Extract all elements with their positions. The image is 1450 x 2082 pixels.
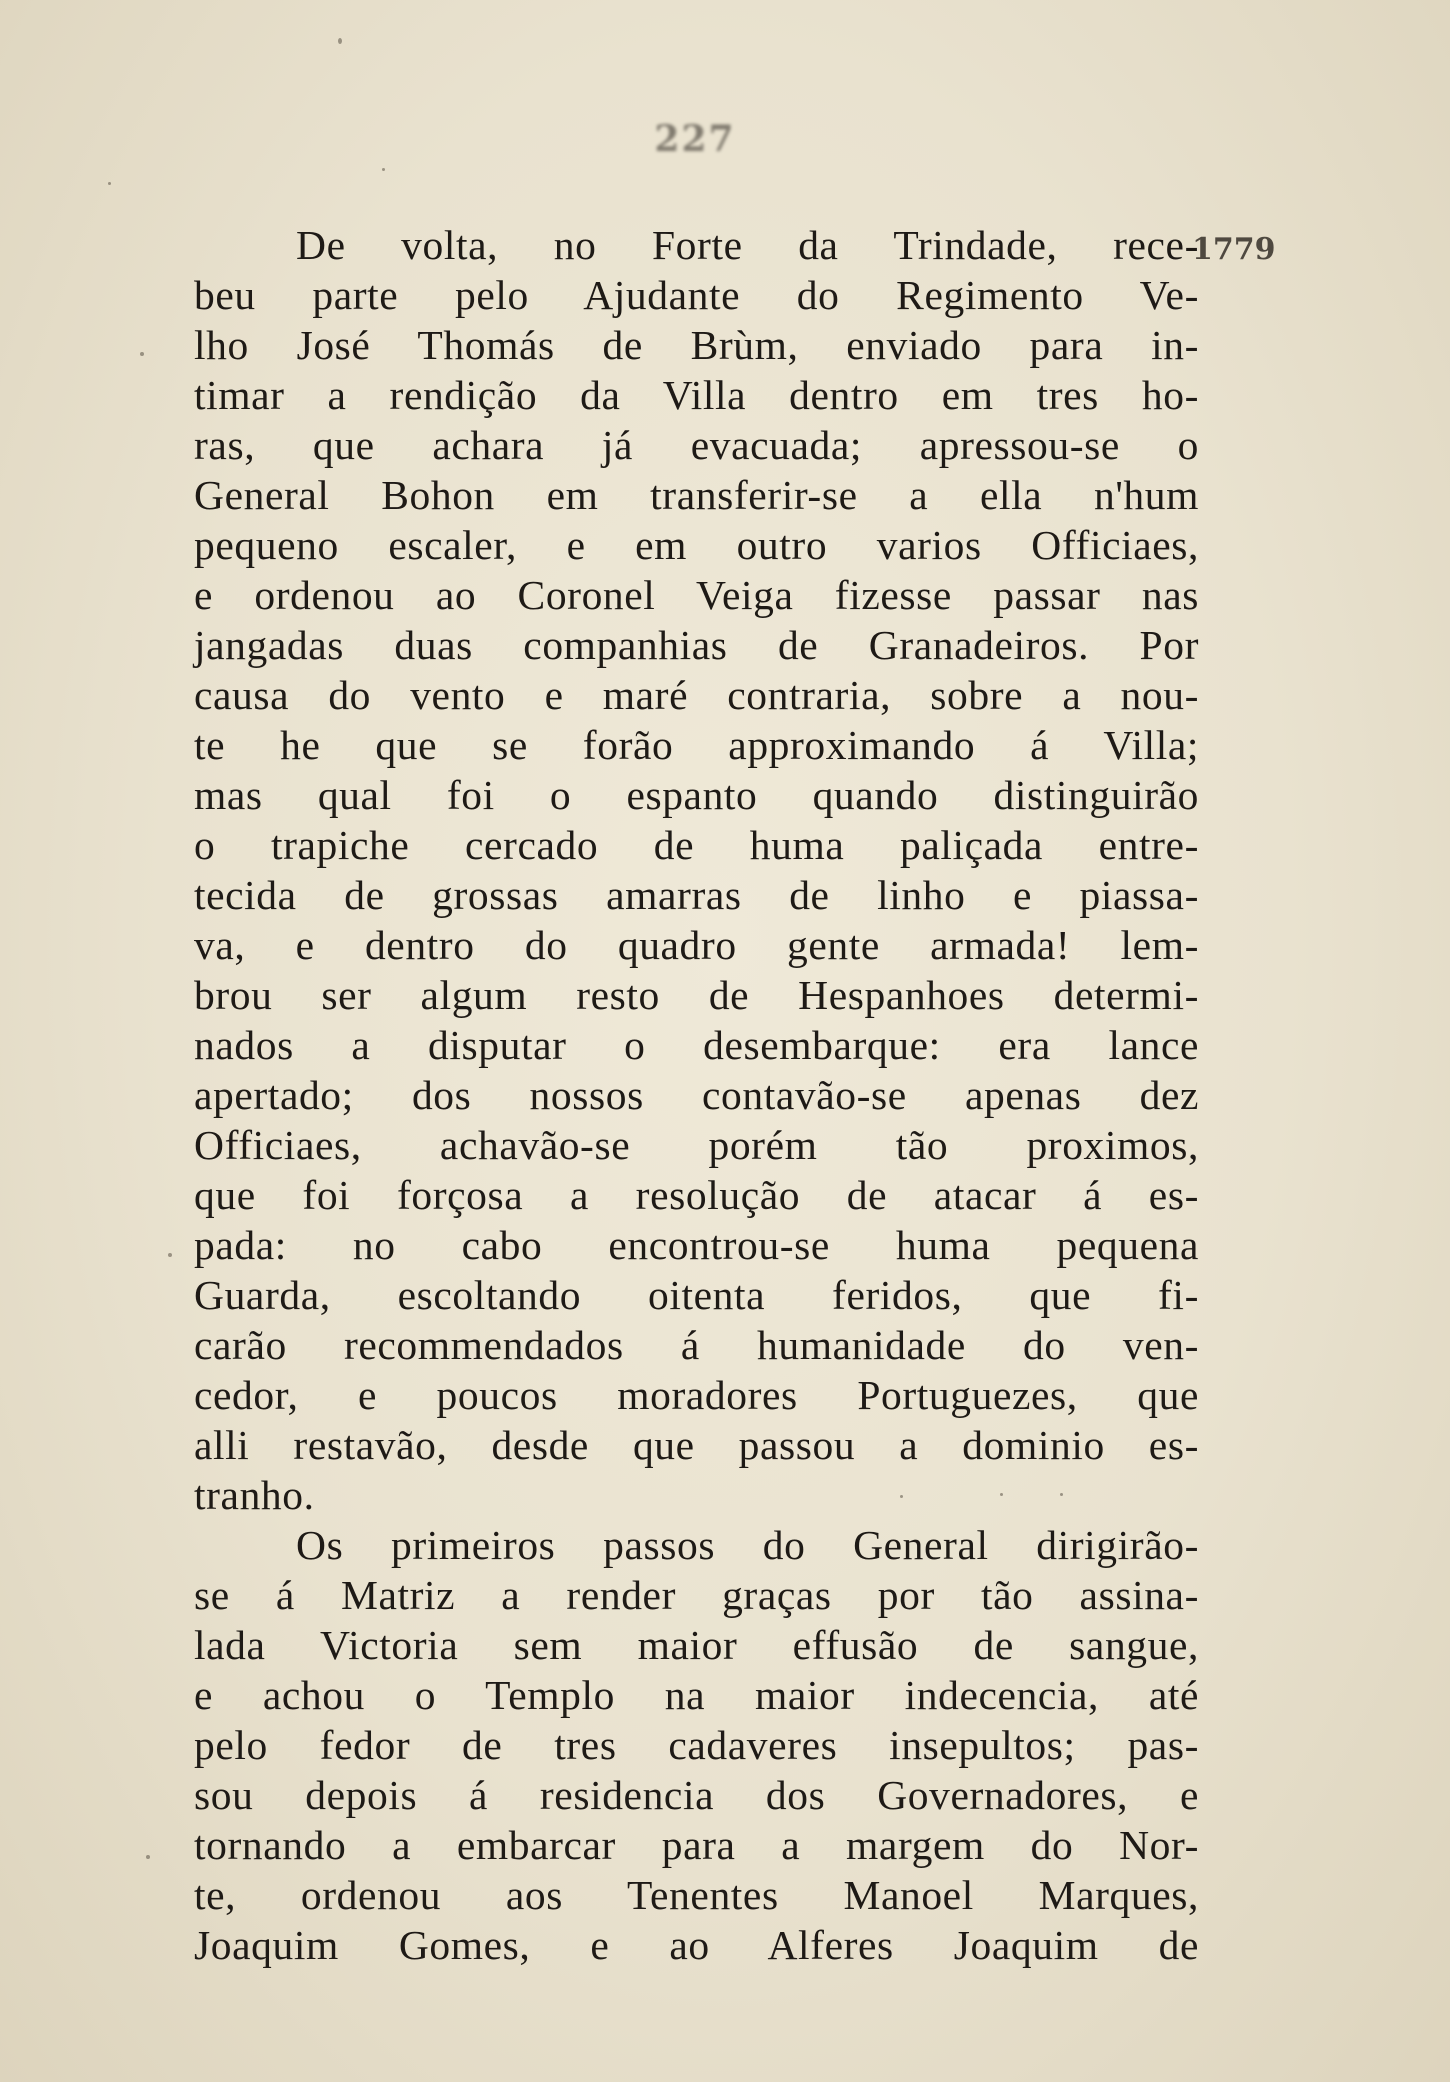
text-line: pada: no cabo encontrou-se huma pequena	[194, 1222, 1199, 1268]
text-line: sou depois á residencia dos Governadores, e	[194, 1772, 1199, 1818]
paper-speck	[1000, 1493, 1003, 1496]
text-line: lho José Thomás de Brùm, enviado para in-	[194, 322, 1199, 368]
text-line: va, e dentro do quadro gente armada! lem-	[194, 922, 1199, 968]
paper-speck	[140, 352, 144, 356]
text-line: lada Victoria sem maior effusão de sangue,	[194, 1622, 1199, 1668]
text-line: e ordenou ao Coronel Veiga fizesse passar nas	[194, 572, 1199, 618]
text-line: tornando a embarcar para a margem do Nor-	[194, 1822, 1199, 1868]
text-line: se á Matriz a render graças por tão assina-	[194, 1572, 1199, 1618]
paper-speck	[338, 38, 342, 44]
text-line: General Bohon em transferir-se a ella n'hum	[194, 472, 1199, 518]
text-line: jangadas duas companhias de Granadeiros. Por	[194, 622, 1199, 668]
paper-speck	[168, 1253, 172, 1257]
text-line: brou ser algum resto de Hespanhoes determi-	[194, 972, 1199, 1018]
text-line: mas qual foi o espanto quando distinguirão	[194, 772, 1199, 818]
text-line: o trapiche cercado de huma paliçada entre-	[194, 822, 1199, 868]
paragraph-2	[194, 1520, 1199, 1970]
text-line: causa do vento e maré contraria, sobre a nou-	[194, 672, 1199, 718]
text-line: Officiaes, achavão-se porém tão proximos,	[194, 1122, 1199, 1168]
text-line: e achou o Templo na maior indecencia, até	[194, 1672, 1199, 1718]
text-line: Guarda, escoltando oitenta feridos, que fi-	[194, 1272, 1199, 1318]
text-line: timar a rendição da Villa dentro em tres ho-	[194, 372, 1199, 418]
text-line: ras, que achara já evacuada; apressou-se o	[194, 422, 1199, 468]
text-line: Joaquim Gomes, e ao Alferes Joaquim de	[194, 1922, 1199, 1968]
text-line: alli restavão, desde que passou a dominio es-	[194, 1422, 1199, 1468]
text-line: te, ordenou aos Tenentes Manoel Marques,	[194, 1872, 1199, 1918]
paper-speck	[900, 1495, 903, 1498]
text-line: tecida de grossas amarras de linho e piassa-	[194, 872, 1199, 918]
page-number: 227	[654, 118, 736, 160]
body-text	[194, 220, 1199, 1970]
margin-year-note: 1779	[1192, 232, 1276, 267]
text-line: tranho.	[194, 1472, 315, 1518]
paper-speck	[1060, 1493, 1063, 1496]
text-line: pelo fedor de tres cadaveres insepultos; pas-	[194, 1722, 1199, 1768]
text-line: cedor, e poucos moradores Portuguezes, que	[194, 1372, 1199, 1418]
paper-speck	[382, 168, 385, 171]
text-line: Os primeiros passos do General dirigirão-	[296, 1522, 1199, 1568]
paper-speck	[146, 1855, 150, 1859]
text-line: pequeno escaler, e em outro varios Officiaes,	[194, 522, 1199, 568]
text-line: nados a disputar o desembarque: era lance	[194, 1022, 1199, 1068]
text-line: apertado; dos nossos contavão-se apenas dez	[194, 1072, 1199, 1118]
text-line: De volta, no Forte da Trindade, rece-	[296, 222, 1199, 268]
text-line: te he que se forão approximando á Villa;	[194, 722, 1199, 768]
text-line: que foi forçosa a resolução de atacar á es-	[194, 1172, 1199, 1218]
text-line: beu parte pelo Ajudante do Regimento Ve-	[194, 272, 1199, 318]
paper-speck	[108, 182, 111, 185]
paragraph-1	[194, 220, 1199, 1520]
text-line: carão recommendados á humanidade do ven-	[194, 1322, 1199, 1368]
